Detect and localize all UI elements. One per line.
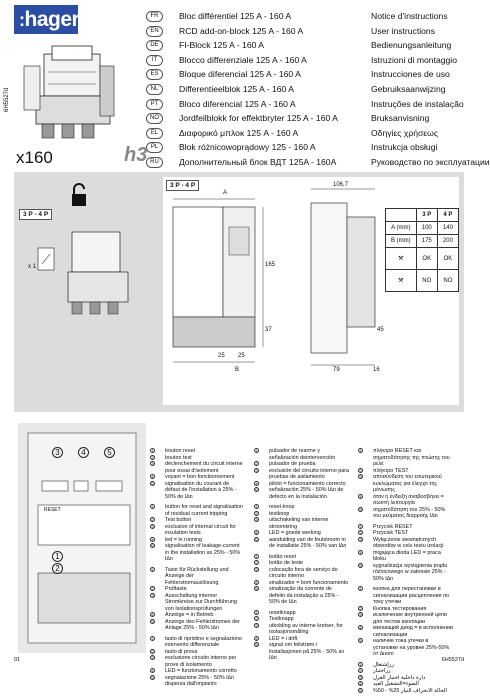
- item-text: αποσύνδεση του εσωτερικού κυκλώματος για έλεγχο της μόνωσης: [373, 474, 442, 493]
- item-text: segnalazione 25% - 50% I∆n dispersa dall'impianto: [165, 674, 234, 687]
- item-number: 4: [151, 536, 154, 542]
- item-number: 3: [359, 674, 362, 680]
- callout-2: 2: [52, 563, 63, 574]
- item-number: 1: [359, 523, 362, 529]
- language-code-badge: PL: [146, 142, 163, 153]
- item-text: σηματοδότηση του 25% - 50% του ρεύματος διαρροής I∆n: [373, 506, 446, 519]
- language-code-badge: DE: [146, 40, 163, 51]
- item-number: 2: [255, 461, 258, 466]
- item-text: Prüftaste: [165, 586, 187, 592]
- item-number: 2: [151, 454, 154, 460]
- item-number: 3: [359, 612, 362, 617]
- product-title: Bloc différentiel 125 A - 160 A: [179, 11, 292, 21]
- instruction-column-3: [358, 448, 453, 698]
- item-number: 5: [255, 642, 258, 647]
- item-text: migająca dioda LED = praca bloku: [373, 549, 441, 562]
- dim-165: 165: [265, 262, 276, 268]
- item-number: 5: [151, 480, 154, 486]
- mounting-illustration: [32, 222, 152, 342]
- item-text: button for reset and signalisation of residual current tripping: [165, 504, 243, 517]
- item-number: 4: [359, 625, 362, 630]
- brand-name: hager: [24, 8, 80, 31]
- item-text: الحالة الانحراف التيار 25% - 50%: [373, 687, 447, 694]
- dimension-table: [385, 208, 459, 292]
- item-number: 2: [359, 605, 362, 611]
- item-number: 5: [255, 586, 258, 591]
- item-number: 1: [151, 635, 154, 641]
- item-number: 1: [255, 609, 258, 615]
- dimension-panel: [163, 177, 459, 405]
- item-number: 1: [359, 661, 362, 667]
- item-number: 5: [255, 487, 258, 492]
- table-header-cell: 3 P: [416, 209, 437, 222]
- item-text: exclusión del circuito interno para pruebas de aislamiento: [269, 467, 350, 480]
- item-text: πλήκτρο RESET και σηματοδότησης της πτώσης του ρελέ: [373, 448, 450, 467]
- instruction-group-no: [254, 610, 349, 662]
- item-text: Anzeige des Fehlerstromes der Anlage 25% - 50% I∆n: [165, 618, 240, 631]
- list-item: [254, 623, 349, 636]
- instruction-group-ar: [358, 662, 453, 695]
- item-number: 1: [359, 586, 362, 591]
- table-cell: 100: [416, 222, 437, 235]
- list-item: [358, 586, 453, 606]
- language-row: [146, 9, 476, 24]
- item-text: bouton reset: [165, 448, 195, 454]
- list-item: [150, 524, 245, 537]
- item-number: 2: [255, 616, 258, 621]
- item-text: الضوء=التشغيل العيد: [373, 681, 419, 687]
- item-number: 1: [151, 504, 154, 509]
- unlock-icon: [69, 182, 89, 208]
- item-text: tasto di prova: [165, 648, 198, 655]
- page-number: 01: [14, 657, 21, 663]
- item-number: 2: [359, 668, 362, 673]
- language-row: [146, 97, 476, 112]
- item-text: resetknapp: [269, 609, 296, 616]
- item-text: Taste für Rückstellung und Anzeige der Fehlerstromauslösung: [165, 566, 229, 586]
- config-label-left: 3 P - 4 P: [19, 209, 52, 220]
- callout-3: 3: [52, 447, 63, 458]
- item-number: 1: [151, 448, 154, 453]
- item-text: colocação fora de serviço do circuito interno: [269, 566, 338, 579]
- list-item: [358, 688, 453, 695]
- item-number: 2: [359, 530, 362, 535]
- list-item: [254, 468, 349, 481]
- reset-label: RESET: [44, 507, 61, 513]
- item-number: 3: [151, 461, 154, 466]
- language-row: [146, 155, 490, 170]
- item-text: زراختبار: [373, 668, 391, 674]
- document-type: Istruzioni di montaggio: [371, 54, 457, 65]
- item-number: 3: [151, 523, 154, 529]
- list-item: [358, 638, 453, 658]
- item-text: reset-knop: [269, 504, 295, 510]
- language-code-badge: EN: [146, 26, 163, 37]
- product-title: Διαφορικό μπλοκ 125 A - 160 A: [179, 127, 299, 138]
- item-text: testknop: [269, 510, 290, 517]
- document-type: Instruções de instalação: [371, 98, 464, 109]
- item-text: pulsador de prueba: [269, 461, 316, 467]
- item-text: زرإشتغال: [373, 661, 395, 668]
- item-number: 2: [359, 467, 362, 473]
- item-text: piloto = funcionamiento correcto: [269, 480, 346, 487]
- table-cell: NO: [416, 270, 437, 292]
- product-illustration: [14, 36, 132, 152]
- dim-106-7: 106,7: [333, 182, 349, 188]
- item-number: 4: [151, 668, 154, 673]
- screwdriver-ok-icon: ⚒: [386, 248, 417, 270]
- item-text: signal om feilstrøm i installasjonen på 25% - 50% av I∆n: [269, 642, 345, 661]
- list-item: [150, 504, 245, 517]
- list-item: [254, 586, 349, 606]
- item-number: 1: [151, 566, 154, 572]
- product-title: Differentieelblok 125 A - 160 A: [179, 83, 294, 94]
- item-text: signalisation du courant de défaut de l'installation à 25% - 50% de I∆n: [165, 480, 237, 500]
- document-type: Instrukcja obsługi: [371, 142, 438, 153]
- language-code-badge: IT: [146, 55, 163, 66]
- list-item: [358, 507, 453, 520]
- item-number: 4: [255, 530, 258, 535]
- table-cell: A (mm): [386, 222, 417, 235]
- language-row: [146, 24, 476, 39]
- dim-16: 16: [373, 367, 380, 373]
- list-item: [150, 567, 245, 587]
- item-text: исключение внутренней цепи для тестов изоляции: [373, 612, 447, 625]
- item-number: 1: [359, 448, 362, 453]
- list-item: [358, 474, 453, 494]
- list-item: [358, 550, 453, 563]
- h3-logo: h3: [124, 144, 148, 166]
- item-text: кнопка для перестановки и сигнализации расцепления по току утечки: [373, 586, 449, 605]
- list-item: [358, 494, 453, 507]
- item-number: 5: [151, 618, 154, 624]
- list-item: [358, 625, 453, 638]
- item-text: наличие тока утечки в установке на уровне 25%-50% от ∆нom: [373, 638, 450, 657]
- quantity-x1: x 1: [28, 264, 37, 270]
- item-number: 1: [255, 504, 258, 509]
- item-number: 4: [151, 474, 154, 479]
- item-number: 4: [151, 612, 154, 617]
- item-text: signalisation of leakage-current in the installation as 25% - 50% I∆n: [165, 543, 241, 562]
- item-text: Testknapp: [269, 616, 294, 622]
- item-number: 2: [255, 510, 258, 516]
- table-header-cell: [386, 209, 417, 222]
- item-number: 2: [151, 586, 154, 591]
- item-text: мигающий диод = в исполнении сигнализации: [373, 625, 453, 638]
- item-text: دارة داخلية اختبار العزل: [373, 674, 426, 681]
- language-code-badge: FR: [146, 11, 163, 22]
- item-number: 3: [255, 517, 258, 522]
- table-cell: 140: [437, 222, 458, 235]
- item-text: sygnalizacja wystąpienia prądu różnicowego w zakresie 25% - 50% I∆n: [373, 562, 448, 582]
- item-number: 1: [255, 553, 258, 559]
- item-number: 4: [255, 635, 258, 641]
- item-text: déclenchement du circuit interne pour essai d'isolement: [165, 461, 243, 474]
- item-text: botão de teste: [269, 560, 304, 566]
- table-cell: 175: [416, 235, 437, 248]
- hager-logo: :hager: [14, 5, 78, 34]
- instruction-group-nl: [254, 504, 349, 550]
- product-title: FI-Block 125 A - 160 A: [179, 40, 265, 51]
- list-item: [150, 675, 245, 688]
- item-text: Кнопка тестирования: [373, 605, 427, 612]
- instruction-group-pl: [358, 524, 453, 583]
- product-title: Jordfeilblokk for effektbryter 125 A - 160 A: [179, 113, 338, 124]
- item-number: 3: [255, 566, 258, 572]
- quantity-label: x160: [16, 148, 53, 167]
- instruction-group-ru: [358, 586, 453, 658]
- instruction-group-en: [150, 504, 245, 563]
- item-number: 4: [359, 549, 362, 555]
- callout-5: 5: [104, 447, 115, 458]
- item-text: voyant = bon fonctionnement: [165, 474, 235, 480]
- language-code-badge: EL: [146, 128, 163, 139]
- table-header-cell: 4 P: [437, 209, 458, 222]
- table-cell: 200: [437, 235, 458, 248]
- list-item: [150, 481, 245, 501]
- list-item: [150, 619, 245, 632]
- item-number: 5: [359, 638, 362, 643]
- document-type: Instrucciones de uso: [371, 69, 450, 80]
- language-row: [146, 53, 476, 68]
- instruction-group-es: [254, 448, 349, 500]
- item-text: utkobling av interne kretser, for isolasjonsmåling: [269, 622, 343, 635]
- language-row: [146, 140, 476, 155]
- doc-reference-vertical: 6H5527d: [4, 87, 10, 112]
- document-type: Οδηγίες χρήσεως: [371, 127, 438, 138]
- list-item: [254, 567, 349, 580]
- item-text: LED = i drift: [269, 635, 298, 642]
- item-text: aanduiding van de foutstroom in de installatie 25% - 50% van I∆n: [269, 536, 347, 549]
- product-title: Bloque diferencial 125 A - 160 A: [179, 69, 301, 80]
- item-text: uitschakeling van interne stroomkring: [269, 517, 329, 530]
- item-number: 2: [151, 648, 154, 654]
- item-number: 4: [359, 493, 362, 499]
- item-number: 5: [151, 674, 154, 680]
- list-item: [254, 537, 349, 550]
- language-row: [146, 67, 476, 82]
- language-code-badge: NO: [146, 113, 163, 124]
- list-item: [150, 593, 245, 613]
- language-row: [146, 111, 476, 126]
- item-text: Ausschaltung interner Stromkreise zur Durchführung von Isolationsprüfungen: [165, 592, 237, 612]
- item-text: tasto di ripristino e segnalazione intervento differenziale: [165, 635, 243, 648]
- document-type: Gebruiksaanwijzing: [371, 83, 446, 94]
- item-text: exclusion of internal circuit for insulation tests: [165, 523, 237, 536]
- language-code-badge: NL: [146, 84, 163, 95]
- item-text: Anzeige = in Betrieb: [165, 612, 214, 618]
- item-text: bouton test: [165, 454, 192, 461]
- table-header-row: [386, 209, 459, 222]
- language-row: [146, 126, 476, 141]
- item-number: 1: [255, 448, 258, 453]
- item-text: sinalizador = bom funcionamento: [269, 579, 349, 586]
- item-number: 3: [359, 536, 362, 542]
- dim-25-b: 25: [238, 353, 245, 359]
- document-type: Руководство по эксплуатации: [371, 156, 490, 167]
- item-text: pulsador de rearme y señalización deintervención: [269, 448, 336, 461]
- list-item: [254, 448, 349, 461]
- language-row: [146, 82, 476, 97]
- list-item: [358, 537, 453, 550]
- document-type: Bedienungsanleitung: [371, 40, 452, 51]
- item-number: 5: [151, 543, 154, 548]
- item-text: Przycisk TEST: [373, 530, 409, 536]
- item-number: 4: [255, 579, 258, 585]
- dim-79: 79: [333, 367, 340, 373]
- callout-1: 1: [52, 551, 63, 562]
- instruction-group-pt: [254, 554, 349, 606]
- instruction-group-de: [150, 567, 245, 632]
- list-item: [254, 642, 349, 662]
- item-number: 4: [255, 480, 258, 486]
- dim-a: A: [223, 190, 228, 196]
- list-item: [254, 517, 349, 530]
- item-text: Test button: [165, 517, 192, 523]
- item-text: Przycisk RESET: [373, 523, 413, 530]
- item-number: 5: [255, 536, 258, 542]
- item-number: 3: [255, 467, 258, 473]
- item-text: señalización 25% - 50% I∆n de defecto en la instalación: [269, 487, 344, 500]
- item-number: 5: [359, 562, 362, 568]
- item-text: led = in running: [165, 536, 203, 543]
- table-cell: OK: [437, 248, 458, 270]
- dim-b: B: [235, 367, 240, 373]
- product-title: Blok różnicowoprądowy 125 - 160 A: [179, 142, 316, 153]
- list-item: [150, 461, 245, 474]
- document-type: Notice d'instructions: [371, 11, 448, 21]
- product-title: Bloco diferencial 125 A - 160 A: [179, 98, 296, 109]
- table-row: [386, 248, 459, 270]
- item-number: 2: [151, 517, 154, 522]
- list-item: [150, 636, 245, 649]
- item-number: 3: [151, 592, 154, 598]
- table-row: [386, 222, 459, 235]
- list-item: [358, 448, 453, 468]
- item-number: 5: [359, 506, 362, 512]
- config-label-top: 3 P - 4 P: [166, 180, 199, 191]
- table-cell: OK: [416, 248, 437, 270]
- document-type: Bruksanvisning: [371, 113, 430, 124]
- instruction-column-2: [254, 448, 349, 666]
- instruction-group-el: [358, 448, 453, 520]
- front-panel-illustration: [18, 423, 146, 653]
- item-text: LED = funzionamento corretto: [165, 668, 237, 674]
- footer-doc-ref: 6H5527d: [441, 657, 464, 663]
- instruction-column-1: [150, 448, 245, 692]
- list-item: [150, 543, 245, 563]
- list-item: [358, 563, 453, 583]
- item-number: 4: [359, 681, 362, 686]
- item-text: botão reset: [269, 553, 296, 560]
- item-number: 3: [151, 655, 154, 660]
- document-type: User instructions: [371, 25, 435, 36]
- callout-4: 4: [78, 447, 89, 458]
- product-title: RCD add-on-block 125 A - 160 A: [179, 25, 304, 36]
- instruction-group-fr: [150, 448, 245, 500]
- dim-45: 45: [377, 327, 384, 333]
- item-number: 2: [255, 560, 258, 565]
- dim-37: 37: [265, 327, 272, 333]
- language-code-badge: RU: [146, 157, 163, 168]
- dim-25-a: 25: [218, 353, 225, 359]
- screwdriver-no-icon: ⚒: [386, 270, 417, 292]
- item-text: Wyłączenie wewnętrznych obwodów w celu testu izolacji: [373, 536, 444, 549]
- item-text: sinalização da corrente de defeito da instalação a 25% - 50% de I∆n: [269, 586, 339, 605]
- list-item: [254, 487, 349, 500]
- language-row: [146, 38, 476, 53]
- item-text: πλήκτρο TEST: [373, 467, 409, 474]
- list-item: [358, 612, 453, 625]
- dimension-drawings: [14, 172, 464, 412]
- item-number: 5: [359, 687, 362, 693]
- table-row: [386, 235, 459, 248]
- language-code-badge: ES: [146, 69, 163, 80]
- product-title: Дополнительный блок ВДТ 125A - 160A: [179, 156, 337, 167]
- language-list: [146, 9, 490, 184]
- language-code-badge: PT: [146, 99, 163, 110]
- instruction-group-it: [150, 636, 245, 688]
- item-text: esclusione circuito interno per prove di isolamento: [165, 655, 237, 668]
- item-text: LED = goede werking: [269, 530, 321, 536]
- list-item: [150, 655, 245, 668]
- product-title: Blocco differenziale 125 A - 160 A: [179, 54, 307, 65]
- item-text: όταν η ένδειξη αναβοσβήνει = σωστή λειτουργία: [373, 493, 444, 506]
- table-cell: NO: [437, 270, 458, 292]
- table-cell: B (mm): [386, 235, 417, 248]
- item-number: 3: [359, 474, 362, 479]
- item-number: 3: [255, 622, 258, 628]
- table-row: [386, 270, 459, 292]
